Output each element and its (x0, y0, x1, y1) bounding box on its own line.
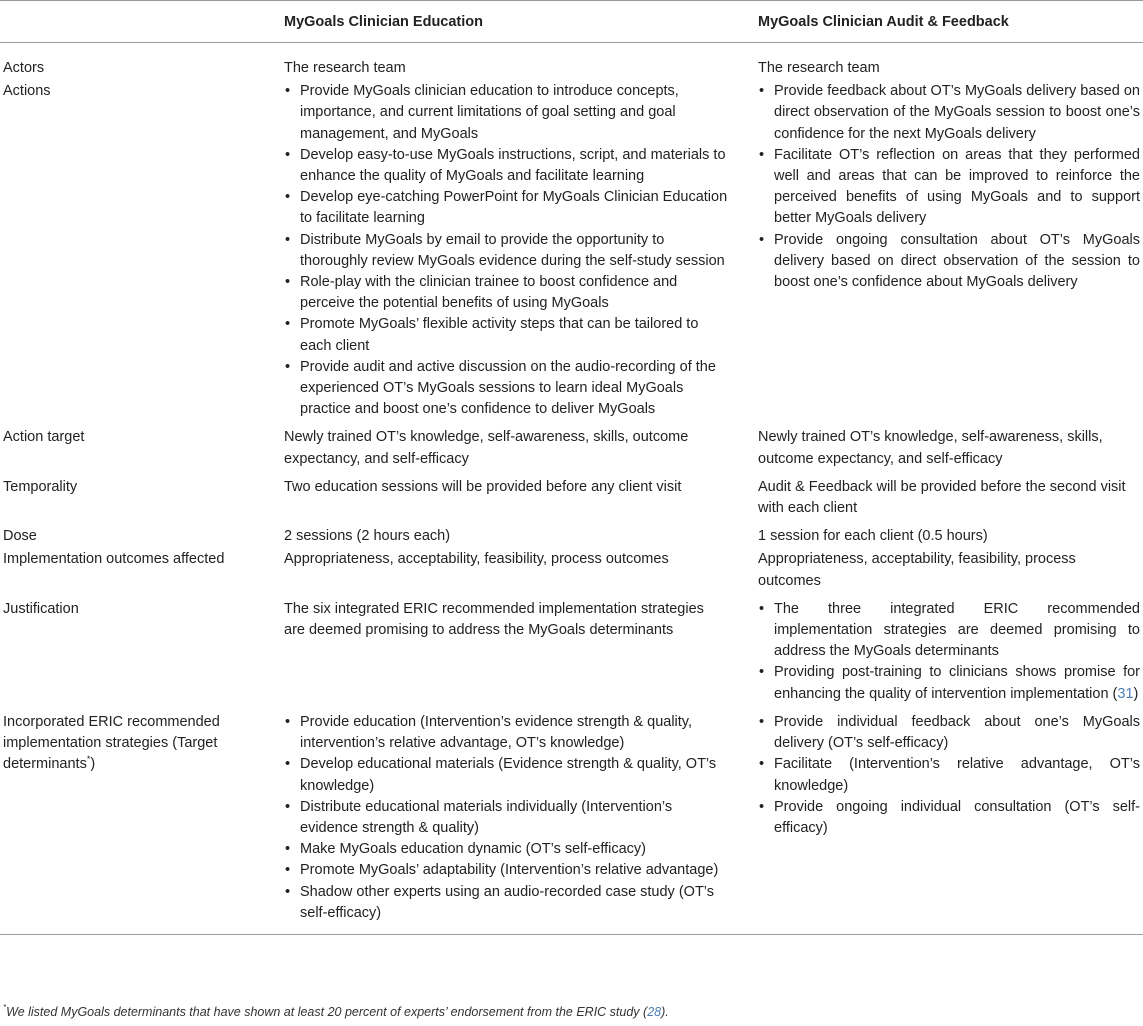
cell-audit: The research team (758, 60, 880, 76)
bullet-list (284, 712, 728, 924)
cell-education: 2 sessions (2 hours each) (284, 528, 451, 545)
table-row-actions (0, 79, 1143, 425)
cell-audit: Appropriateness, acceptability, feasibility, process outcomes (758, 551, 1076, 589)
table-footnote (3, 1004, 669, 1020)
list-item: • Provide audit and active discussion on the audio-recording of the experienced OT’s MyGoals sessions to learn ideal MyGoals practice and boost one’s confidence to deliver MyGoals (284, 357, 728, 421)
list-item: • Distribute educational materials individually (Intervention’s evidence strength & quality) (284, 797, 728, 839)
table-row-actors (0, 43, 1143, 80)
table-row-strategies (0, 710, 1143, 935)
cell-audit (758, 710, 1143, 935)
header-col-education: MyGoals Clinician Education (284, 1, 758, 43)
row-label: Implementation outcomes affected (3, 551, 225, 568)
citation-link[interactable]: 31 (1117, 685, 1134, 702)
row-label: Actions (3, 83, 51, 100)
header-col-audit: MyGoals Clinician Audit & Feedback (758, 1, 1143, 43)
table-row-justification (0, 597, 1143, 710)
list-item: • Distribute MyGoals by email to provide the opportunity to thoroughly review MyGoals evidence during the self-study session (284, 230, 728, 272)
row-label (0, 710, 284, 935)
list-item (758, 662, 1140, 704)
row-label: Temporality (3, 478, 78, 495)
list-item: • Facilitate (Intervention’s relative advantage, OT’s knowledge) (758, 754, 1140, 796)
row-label-text: Incorporated ERIC recommended implementation strategies (Target determinants (3, 713, 220, 773)
footnote-marker: * (3, 1003, 7, 1012)
cell-education: Two education sessions will be provided before any client visit (284, 478, 682, 495)
list-item: • Promote MyGoals’ flexible activity steps that can be tailored to each client (284, 314, 728, 356)
cell-audit (758, 597, 1143, 710)
cell-education: Newly trained OT’s knowledge, self-awareness, skills, outcome expectancy, and self-efficacy (284, 429, 689, 467)
list-item: • Develop easy-to-use MyGoals instructions, script, and materials to enhance the quality of MyGoals and facilitate learning (284, 145, 728, 187)
row-label: Action target (3, 429, 85, 446)
list-item: • Provide feedback about OT’s MyGoals delivery based on direct observation of the MyGoals session to boost one’s confidence for the next MyGoals delivery (758, 81, 1140, 145)
table-row-temporality (0, 475, 1143, 524)
cell-audit: Audit & Feedback will be provided before the second visit with each client (758, 478, 1126, 517)
list-item: • Shadow other experts using an audio-recorded case study (OT’s self-efficacy) (284, 882, 728, 924)
cell-education (284, 710, 758, 935)
list-item: • Develop educational materials (Evidence strength & quality, OT’s knowledge) (284, 754, 728, 796)
list-item-text: Providing post-training to clinicians shows promise for enhancing the quality of intervention implementation ( (774, 664, 1140, 702)
list-item: • The three integrated ERIC recommended implementation strategies are deemed promising to address the MyGoals determinants (758, 599, 1140, 663)
footnote-text: We listed MyGoals determinants that have shown at least 20 percent of experts’ endorsement from the ERIC study ( (6, 1005, 648, 1019)
row-label: Dose (3, 528, 37, 545)
citation-link[interactable]: 28 (647, 1005, 662, 1019)
header-row (0, 1, 1143, 43)
table-row-action-target (0, 425, 1143, 474)
footnote-marker: * (86, 754, 91, 765)
list-item: • Provide ongoing individual consultation (OT’s self-efficacy) (758, 797, 1140, 839)
bullet-list (758, 712, 1140, 839)
cell-audit: 1 session for each client (0.5 hours) (758, 528, 988, 545)
bullet-list (758, 81, 1140, 293)
list-item: • Provide ongoing consultation about OT’s MyGoals delivery based on direct observation of the session to boost one’s confidence about MyGoals delivery (758, 230, 1140, 294)
bullet-list (758, 599, 1140, 705)
list-item: • Provide MyGoals clinician education to introduce concepts, importance, and current limitations of goal setting and goal management, and MyGoals (284, 81, 728, 145)
row-label: Actors (3, 60, 45, 76)
list-item-text-end: ) (1133, 685, 1139, 702)
list-item: • Role-play with the clinician trainee to boost confidence and perceive the potential benefits of using MyGoals (284, 272, 728, 314)
list-item: • Provide individual feedback about one’s MyGoals delivery (OT’s self-efficacy) (758, 712, 1140, 754)
table-row-outcomes (0, 547, 1143, 596)
list-item: • Provide education (Intervention’s evidence strength & quality, intervention’s relative advantage, OT’s knowledge) (284, 712, 728, 754)
cell-audit (758, 79, 1143, 425)
list-item: • Make MyGoals education dynamic (OT’s self-efficacy) (284, 839, 728, 860)
row-label: Justification (3, 600, 79, 617)
row-label-end: ) (90, 756, 96, 773)
footnote-end: ). (661, 1005, 669, 1019)
cell-education: The research team (284, 60, 406, 76)
header-col-label (0, 1, 284, 43)
cell-education: Appropriateness, acceptability, feasibility, process outcomes (284, 551, 669, 568)
bullet-list (284, 81, 728, 420)
cell-audit: Newly trained OT’s knowledge, self-awareness, skills, outcome expectancy, and self-efficacy (758, 429, 1103, 467)
table-row-dose (0, 524, 1143, 547)
cell-education (284, 79, 758, 425)
list-item: • Promote MyGoals’ adaptability (Intervention’s relative advantage) (284, 860, 728, 881)
list-item: • Develop eye-catching PowerPoint for MyGoals Clinician Education to facilitate learning (284, 187, 728, 229)
list-item: • Facilitate OT’s reflection on areas that they performed well and areas that can be improved to reinforce the perceived benefits of using MyGoals and to support better MyGoals delivery (758, 145, 1140, 230)
cell-education: The six integrated ERIC recommended implementation strategies are deemed promising to address the MyGoals determinants (284, 600, 704, 639)
